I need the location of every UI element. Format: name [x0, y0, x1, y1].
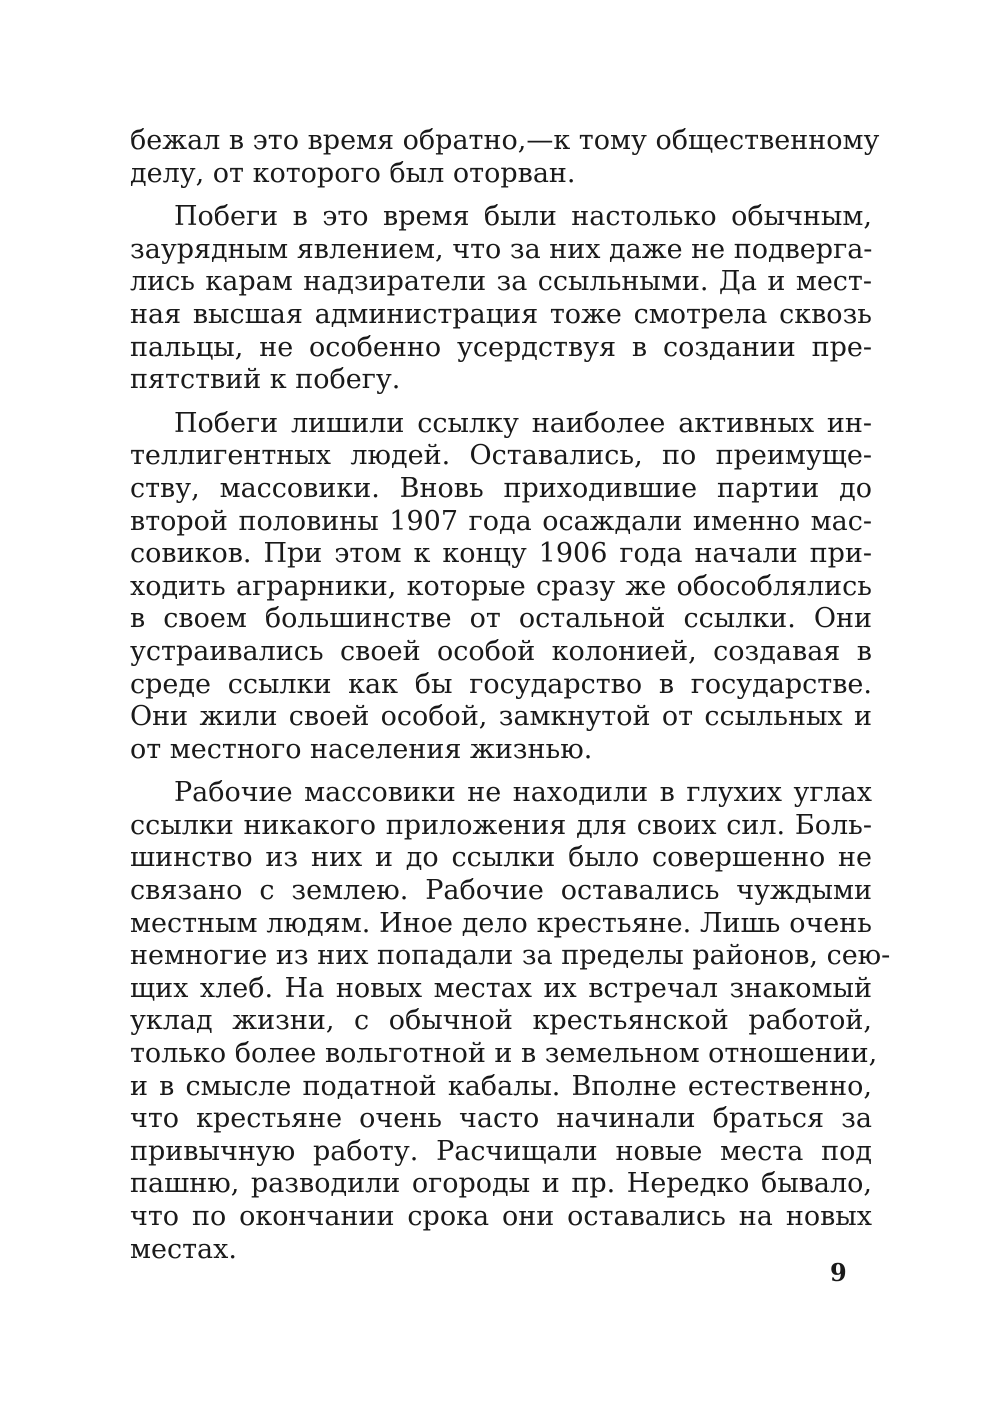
- text-line: среде ссылки как бы государство в государстве.: [130, 668, 872, 700]
- text-line: второй половины 1907 года осаждали именно мас-: [130, 505, 872, 537]
- text-line: лись карам надзиратели за ссыльными. Да и мест-: [130, 266, 872, 298]
- text-line: что крестьяне очень часто начинали браться за: [130, 1103, 872, 1135]
- text-line: шинство из них и до ссылки было совершенно не: [130, 842, 872, 874]
- text-line: ная высшая администрация тоже смотрела сквозь: [130, 298, 872, 330]
- page-number: 9: [830, 1258, 847, 1287]
- paragraph-2: [130, 201, 872, 397]
- text-line: [130, 777, 872, 810]
- text-line-content: Рабочие массовики не находили в глухих углах: [174, 777, 872, 809]
- text-line: совиков. При этом к концу 1906 года начали при-: [130, 538, 872, 570]
- body-text: [130, 125, 891, 1266]
- text-line: от местного населения жизнью.: [130, 733, 593, 765]
- text-line: делу, от которого был оторван.: [130, 157, 576, 189]
- text-line: пальцы, не особенно усердствуя в создании пре-: [130, 331, 872, 363]
- text-line: заурядным явлением, что за них даже не подверга-: [130, 233, 873, 265]
- text-line: в своем большинстве от остальной ссылки. Они: [130, 603, 872, 635]
- text-line: ссылки никакого приложения для своих сил. Боль-: [130, 809, 872, 841]
- text-line: бежал в это время обратно,—к тому общественному: [130, 125, 880, 156]
- text-line: теллигентных людей. Оставались, по преимуще-: [130, 440, 872, 472]
- text-line: щих хлеб. На новых местах их встречал знакомый: [130, 972, 872, 1004]
- text-line: [130, 201, 872, 234]
- text-line: что по окончании срока они оставались на новых: [130, 1201, 872, 1232]
- text-line: [130, 408, 872, 441]
- text-line: Они жили своей особой, замкнутой от ссыльных и: [130, 701, 872, 733]
- text-line: пятствий к побегу.: [130, 364, 401, 396]
- text-line: пашню, разводили огороды и пр. Нередко бывало,: [130, 1168, 872, 1200]
- text-line: местным людям. Иное дело крестьяне. Лишь очень: [130, 907, 872, 939]
- text-line: связано с землею. Рабочие оставались чуждыми: [130, 875, 872, 907]
- text-line: уклад жизни, с обычной крестьянской работой,: [130, 1005, 872, 1037]
- text-line: местах.: [130, 1233, 237, 1265]
- text-line: немногие из них попадали за пределы районов, сею-: [130, 940, 891, 972]
- text-line-content: Побеги в это время были настолько обычным,: [174, 201, 872, 233]
- text-line: ходить аграрники, которые сразу же обособлялись: [130, 570, 872, 602]
- text-line: ству, массовики. Вновь приходившие партии до: [130, 472, 872, 504]
- text-line: и в смысле податной кабалы. Вполне естественно,: [130, 1070, 872, 1102]
- text-line: устраивались своей особой колонией, создавая в: [130, 635, 872, 667]
- text-line-content: Побеги лишили ссылку наиболее активных ин-: [174, 407, 872, 439]
- text-line: привычную работу. Расчищали новые места под: [130, 1135, 872, 1167]
- paragraph-1: [130, 125, 880, 190]
- paragraph-3: [130, 408, 872, 767]
- paragraph-4: [130, 777, 891, 1266]
- text-line: только более вольготной и в земельном отношении,: [130, 1038, 878, 1070]
